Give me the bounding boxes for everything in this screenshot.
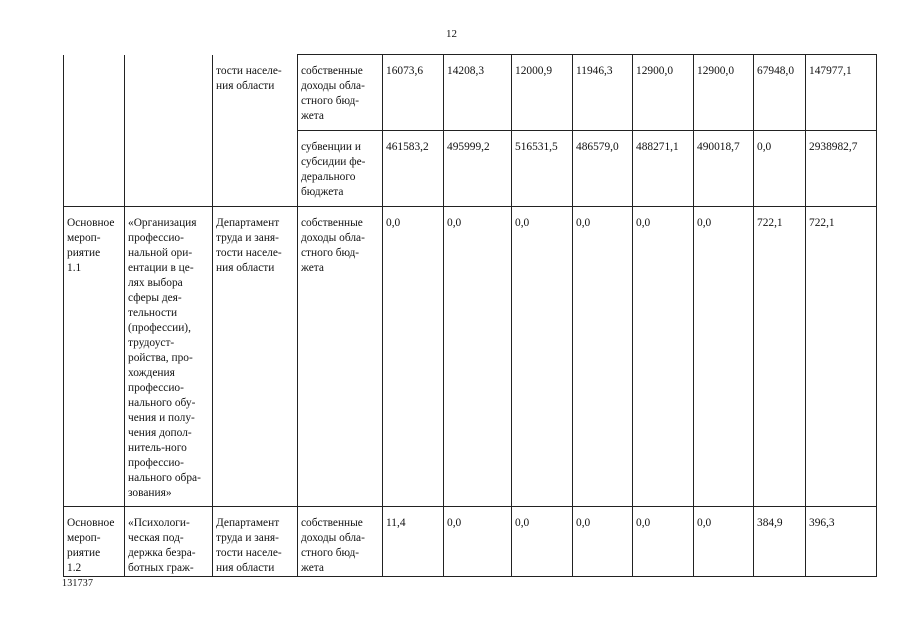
value-cell: 12900,0 [694, 55, 754, 131]
value-cell: 0,0 [512, 507, 573, 577]
funding-source-cell: собственные доходы обла- стного бюд- жета [298, 507, 383, 577]
value-cell: 722,1 [754, 207, 806, 507]
executor-cell: Департамент труда и заня- тости населе- ния области [213, 207, 298, 507]
document-id: 131737 [62, 578, 94, 589]
table-row [64, 207, 877, 507]
value-cell: 0,0 [383, 207, 444, 507]
executor-cell: тости населе- ния области [213, 55, 298, 207]
value-cell: 490018,7 [694, 131, 754, 207]
event-code-cell: Основное мероп- риятие 1.2 [64, 507, 125, 577]
value-cell: 14208,3 [444, 55, 512, 131]
event-code-cell [64, 55, 125, 207]
value-cell: 0,0 [512, 207, 573, 507]
total-cell: 147977,1 [806, 55, 877, 131]
value-cell: 0,0 [633, 507, 694, 577]
value-cell: 11946,3 [573, 55, 633, 131]
event-name-cell [125, 55, 213, 207]
total-cell: 722,1 [806, 207, 877, 507]
value-cell: 67948,0 [754, 55, 806, 131]
value-cell: 12000,9 [512, 55, 573, 131]
value-cell: 486579,0 [573, 131, 633, 207]
value-cell: 0,0 [573, 207, 633, 507]
value-cell: 0,0 [444, 207, 512, 507]
event-code-cell: Основное мероп- риятие 1.1 [64, 207, 125, 507]
value-cell: 12900,0 [633, 55, 694, 131]
value-cell: 516531,5 [512, 131, 573, 207]
value-cell: 495999,2 [444, 131, 512, 207]
value-cell: 0,0 [754, 131, 806, 207]
value-cell: 0,0 [444, 507, 512, 577]
value-cell: 11,4 [383, 507, 444, 577]
funding-source-cell: собственные доходы обла- стного бюд- жета [298, 55, 383, 131]
value-cell: 461583,2 [383, 131, 444, 207]
page-number: 12 [446, 28, 457, 40]
total-cell: 396,3 [806, 507, 877, 577]
table-row [64, 507, 877, 577]
total-cell: 2938982,7 [806, 131, 877, 207]
executor-cell: Департамент труда и заня- тости населе- ния области [213, 507, 298, 577]
value-cell: 0,0 [694, 207, 754, 507]
funding-source-cell: собственные доходы обла- стного бюд- жета [298, 207, 383, 507]
event-name-cell: «Психологи- ческая под- держка безра- ботных граж- [125, 507, 213, 577]
table-row [64, 55, 877, 131]
funding-source-cell: субвенции и субсидии фе- дерального бюджета [298, 131, 383, 207]
event-name-cell: «Организация профессио- нальной ори- ентации в це- лях выбора сферы дея- тельности (профессии), трудоуст- ройства, про- хождения профессио- нального обу- чения и полу- чения допол- нитель-ного профессио- нального обра- зования» [125, 207, 213, 507]
value-cell: 384,9 [754, 507, 806, 577]
value-cell: 488271,1 [633, 131, 694, 207]
value-cell: 0,0 [694, 507, 754, 577]
value-cell: 16073,6 [383, 55, 444, 131]
value-cell: 0,0 [573, 507, 633, 577]
value-cell: 0,0 [633, 207, 694, 507]
budget-table [63, 54, 877, 577]
